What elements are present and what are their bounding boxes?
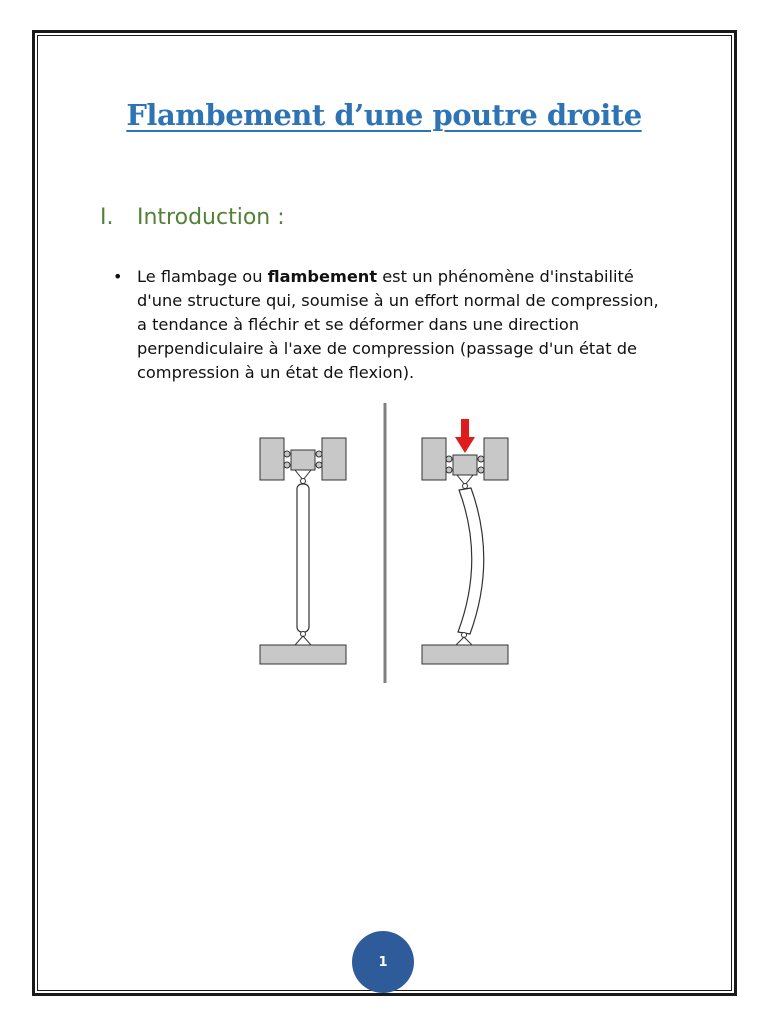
buckled-beam xyxy=(458,488,484,634)
guide-block xyxy=(453,455,477,475)
section-heading xyxy=(100,205,285,230)
base-plate xyxy=(422,645,508,664)
section-number: I. xyxy=(100,205,114,230)
bullet-dot-icon: • xyxy=(113,267,123,286)
bullet-text-before: Le flambage ou xyxy=(137,267,268,286)
left-wall-block xyxy=(422,438,446,480)
bullet-bold-term: flambement xyxy=(267,267,378,286)
bullet-list-item xyxy=(113,265,673,385)
right-wall-block xyxy=(484,438,508,480)
guide-block xyxy=(291,450,315,470)
page-number: 1 xyxy=(378,954,388,970)
left-wall-block xyxy=(260,438,284,480)
base-plate xyxy=(260,645,346,664)
section-heading-text: Introduction : xyxy=(137,205,285,230)
buckling-figure xyxy=(250,400,520,690)
compression-arrow-icon xyxy=(455,419,475,453)
page-number-badge xyxy=(352,931,414,993)
buckled-column-diagram xyxy=(422,419,508,664)
page-title: Flambement d’une poutre droite xyxy=(126,98,642,132)
straight-column-diagram xyxy=(260,438,346,664)
straight-beam xyxy=(297,484,309,632)
bullet-text-after: est un phénomène d'instabilité d'une structure qui, soumise à un effort normal de compression, a tendance à fléchir et se déformer dans une direction perpendiculaire à l'axe de compression (passage d'un état de compression à un état de flexion). xyxy=(137,267,659,382)
right-wall-block xyxy=(322,438,346,480)
bullet-paragraph xyxy=(137,265,673,385)
